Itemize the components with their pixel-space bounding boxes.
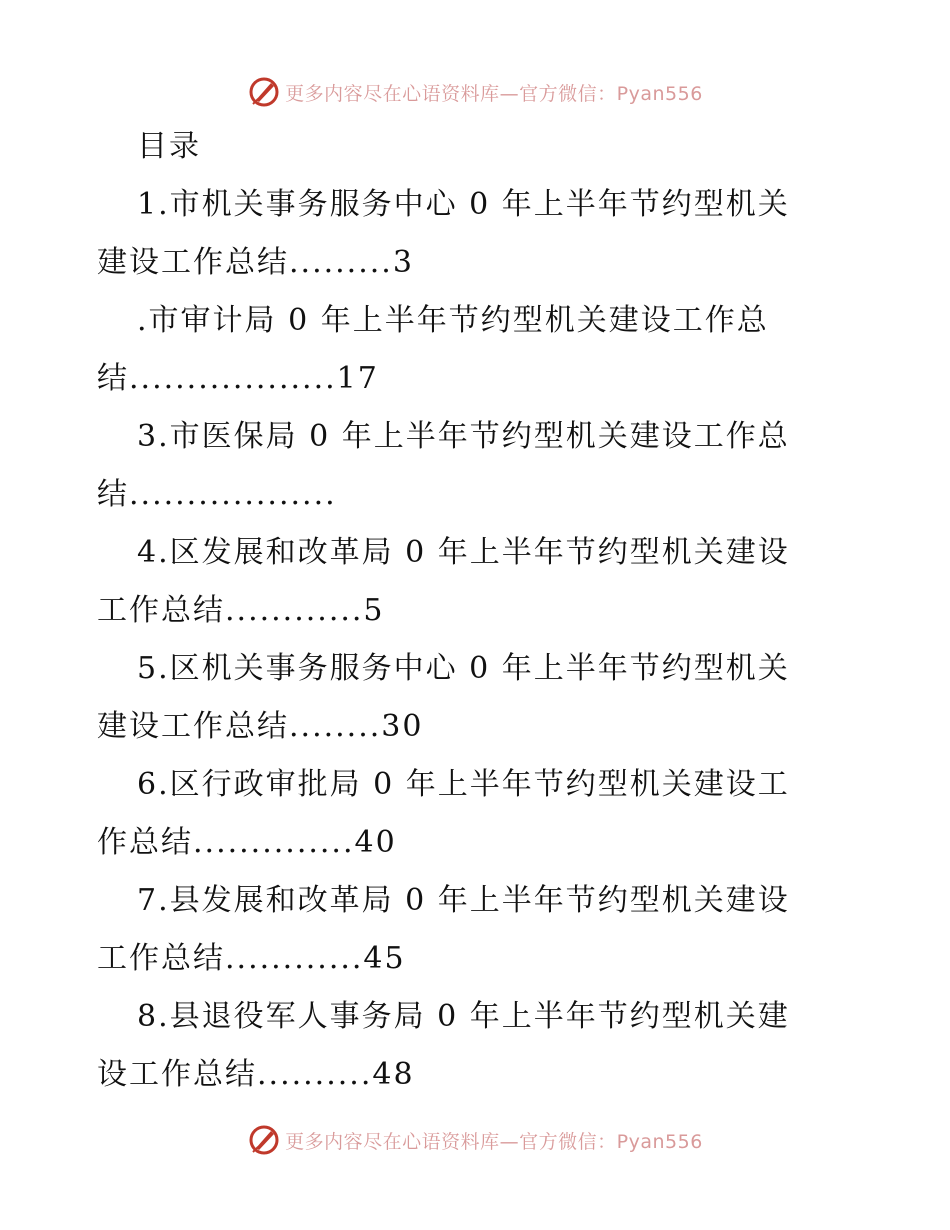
toc-entry-title: 7.县发展和改革局 0 年上半年节约型机关建设 — [137, 883, 790, 918]
quill-logo-icon — [247, 1123, 281, 1157]
header-watermark — [0, 72, 950, 112]
toc-entry-continuation: 作总结..............40 — [97, 825, 397, 860]
toc-entry[interactable] — [97, 872, 837, 988]
watermark-text: 更多内容尽在心语资料库—官方微信：Pyan556 — [285, 82, 703, 105]
footer-watermark — [0, 1120, 950, 1160]
watermark-text: 更多内容尽在心语资料库—官方微信：Pyan556 — [285, 1130, 703, 1153]
toc-entry[interactable] — [97, 640, 837, 756]
toc-entry[interactable] — [97, 524, 837, 640]
toc-entry[interactable] — [97, 988, 837, 1104]
toc-heading: 目录 — [137, 129, 201, 164]
toc-entry[interactable] — [97, 408, 837, 524]
table-of-contents — [97, 118, 837, 1104]
quill-logo-icon — [247, 75, 281, 109]
toc-entry-continuation: 结.................. — [97, 477, 337, 512]
toc-entry-continuation: 建设工作总结........30 — [97, 709, 424, 744]
toc-entry-title: 6.区行政审批局 0 年上半年节约型机关建设工 — [137, 767, 790, 802]
toc-entry[interactable] — [97, 756, 837, 872]
toc-entry-title: 3.市医保局 0 年上半年节约型机关建设工作总 — [137, 419, 790, 454]
toc-entry-title: 1.市机关事务服务中心 0 年上半年节约型机关 — [137, 187, 790, 222]
toc-entry[interactable] — [97, 176, 837, 292]
toc-entry-title: 4.区发展和改革局 0 年上半年节约型机关建设 — [137, 535, 790, 570]
toc-entry-continuation: 结..................17 — [97, 361, 379, 396]
toc-entry-continuation: 工作总结............45 — [97, 941, 406, 976]
toc-entry-title: 5.区机关事务服务中心 0 年上半年节约型机关 — [137, 651, 790, 686]
toc-entry-continuation: 建设工作总结.........3 — [97, 245, 414, 280]
toc-entry[interactable] — [97, 292, 837, 408]
toc-entry-title: 8.县退役军人事务局 0 年上半年节约型机关建 — [137, 999, 790, 1034]
toc-entry-title: .市审计局 0 年上半年节约型机关建设工作总 — [137, 303, 769, 338]
toc-entry-continuation: 工作总结............5 — [97, 593, 385, 628]
toc-entry-continuation: 设工作总结..........48 — [97, 1057, 415, 1092]
